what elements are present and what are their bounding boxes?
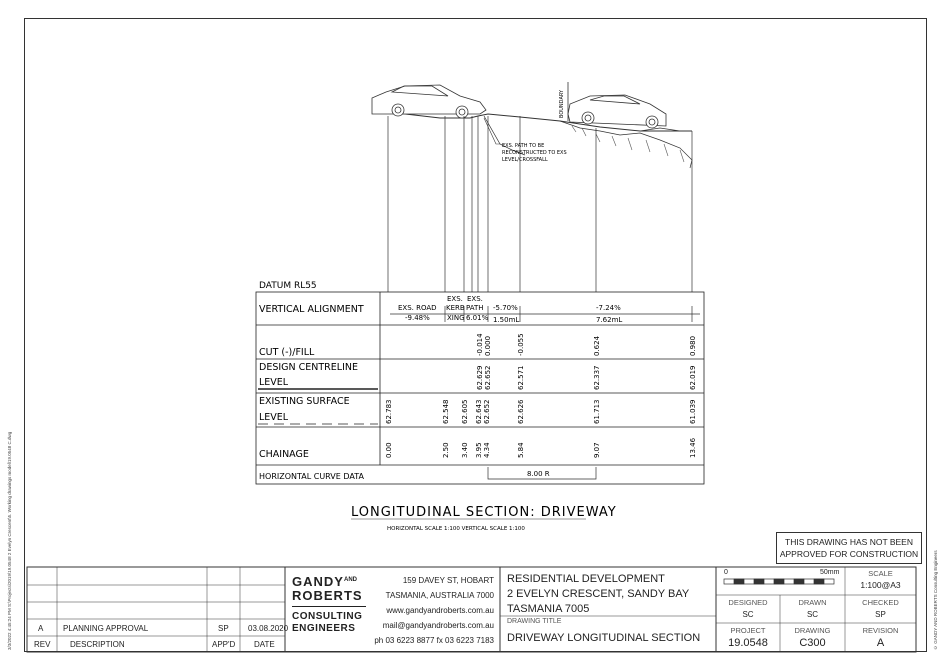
value-text: 62.626 (517, 399, 525, 424)
project-number: 19.0548 (728, 637, 768, 649)
value-text: 62.605 (461, 399, 469, 424)
rev-appd-cell: SP (218, 624, 229, 633)
row-label-vertical: VERTICAL ALIGNMENT (259, 304, 364, 315)
notice-line2: APPROVED FOR CONSTRUCTION (779, 549, 919, 559)
logo-and: AND (344, 577, 357, 583)
value-text: 61.039 (689, 399, 697, 424)
scale-bar-end: 50mm (820, 569, 840, 576)
scale-value: 1:100@A3 (860, 580, 901, 590)
rev-desc-cell: PLANNING APPROVAL (63, 624, 149, 633)
drawing-title-label: DRAWING TITLE (507, 618, 562, 625)
seg-kerb: KERB (446, 304, 465, 312)
address-line2: TASMANIA, AUSTRALIA 7000 (385, 591, 494, 600)
value-text: 0.624 (593, 335, 601, 356)
row-label-chainage: CHAINAGE (259, 449, 309, 460)
value-text: 62.643 (475, 399, 483, 424)
seg-road: EXS. ROAD (398, 304, 437, 312)
desc-header: DESCRIPTION (70, 640, 125, 649)
scale-bar (724, 579, 834, 584)
value-text: -0.014 (476, 333, 484, 356)
seg-road-grade: -9.48% (405, 314, 430, 322)
value-text: -0.055 (517, 333, 525, 356)
value-text: 0.00 (385, 442, 393, 458)
value-text: 3.95 (475, 442, 483, 458)
project-line3: TASMANIA 7005 (507, 603, 590, 615)
project-number-label: PROJECT (730, 626, 766, 635)
drawn-value: SC (806, 610, 819, 619)
company-phone: ph 03 6223 8877 fx 03 6223 7183 (374, 636, 494, 645)
logo-engineers: ENGINEERS (292, 623, 356, 634)
value-text: 2.50 (442, 442, 450, 458)
note-line: RECONSTRUCTED TO EXS (502, 150, 567, 156)
row-label-cutfill: CUT (-)/FILL (259, 347, 315, 358)
datum-label: DATUM RL55 (259, 281, 317, 291)
value-text: 62.571 (517, 365, 525, 390)
revision-label: REVISION (862, 626, 899, 635)
value-text: 13.46 (689, 437, 697, 458)
seg-grade1-len: 1.50mL (493, 316, 520, 324)
scale-bar-start: 0 (724, 569, 728, 576)
project-info (507, 572, 689, 617)
designed-value: SC (742, 610, 754, 619)
checked-value: SP (875, 610, 886, 619)
value-text: 62.548 (442, 399, 450, 424)
rev-header: REV (34, 640, 51, 649)
company-address (372, 573, 494, 648)
note-line: LEVEL/CROSSFALL (502, 157, 548, 163)
checked-label: CHECKED (862, 598, 899, 607)
seg-grade2-len: 7.62mL (596, 316, 623, 324)
row-label-existing-2: LEVEL (259, 412, 289, 423)
seg-path-grade: 6.01% (466, 314, 489, 322)
scale-label: SCALE (868, 569, 893, 578)
seg-grade1: -5.70% (493, 304, 518, 312)
company-email-link[interactable]: mail@gandyandroberts.com.au (382, 621, 494, 630)
drawn-label: DRAWN (798, 598, 827, 607)
value-text: 62.629 (476, 365, 484, 390)
appd-header: APP'D (212, 640, 236, 649)
row-label-design: DESIGN CENTRELINE (259, 362, 358, 373)
drawing-title: DRIVEWAY LONGITUDINAL SECTION (507, 632, 701, 644)
value-text: 62.783 (385, 399, 393, 424)
seg-path: PATH (466, 304, 484, 312)
address-line1: 159 DAVEY ST, HOBART (402, 576, 494, 585)
value-text: 4.34 (483, 442, 491, 458)
value-text: 62.337 (593, 365, 601, 390)
boundary-label: BOUNDARY (559, 89, 565, 118)
scale-note: HORIZONTAL SCALE 1:100 VERTICAL SCALE 1:100 (387, 526, 525, 532)
notice-line1: THIS DRAWING HAS NOT BEEN (785, 537, 913, 547)
row-label-curve: HORIZONTAL CURVE DATA (259, 472, 364, 481)
drawing-number-label: DRAWING (794, 626, 831, 635)
logo-roberts: ROBERTS (292, 588, 363, 603)
value-text: 3.40 (461, 442, 469, 458)
company-website-link[interactable]: www.gandyandroberts.com.au (386, 606, 494, 615)
value-text: 0.980 (689, 335, 697, 356)
logo-gandy: GANDY (292, 574, 344, 589)
row-label-existing: EXISTING SURFACE (259, 396, 350, 407)
date-header: DATE (254, 640, 275, 649)
project-line1: RESIDENTIAL DEVELOPMENT (507, 573, 665, 585)
designed-label: DESIGNED (728, 598, 768, 607)
file-path-text: 3/3/2022 4:45:24 PM S:\Projects\2019\19.0548 2 Evelyn Crescent\5. Working drawings model\19.0548 C.dwg (7, 431, 12, 650)
value-text: 62.652 (483, 399, 491, 424)
curve-value: 8.00 R (527, 470, 550, 478)
value-text: 62.019 (689, 365, 697, 390)
rev-cell: A (38, 624, 44, 633)
value-text: 61.713 (593, 399, 601, 424)
seg-exs2: EXS. (467, 295, 483, 303)
drawing-number: C300 (799, 637, 826, 649)
seg-exs: EXS. (447, 295, 463, 303)
copyright-text: © GANDY AND ROBERTS Consulting Engineers (933, 550, 938, 650)
value-text: 62.652 (484, 365, 492, 390)
project-line2: 2 EVELYN CRESCENT, SANDY BAY (507, 588, 690, 600)
value-text: 5.84 (517, 442, 525, 458)
seg-grade2: -7.24% (596, 304, 621, 312)
logo-divider (292, 606, 366, 607)
company-logo (290, 574, 368, 646)
note-line: EXS. PATH TO BE (502, 143, 545, 149)
value-text: 0.000 (484, 335, 492, 356)
section-title: LONGITUDINAL SECTION: DRIVEWAY (351, 505, 617, 520)
seg-xing: XING (447, 314, 465, 322)
value-text: 9.07 (593, 442, 601, 458)
row-label-design-2: LEVEL (259, 377, 289, 388)
rev-date-cell: 03.08.2020 (248, 624, 289, 633)
revision-value: A (876, 637, 885, 649)
logo-consulting: CONSULTING (292, 611, 363, 622)
